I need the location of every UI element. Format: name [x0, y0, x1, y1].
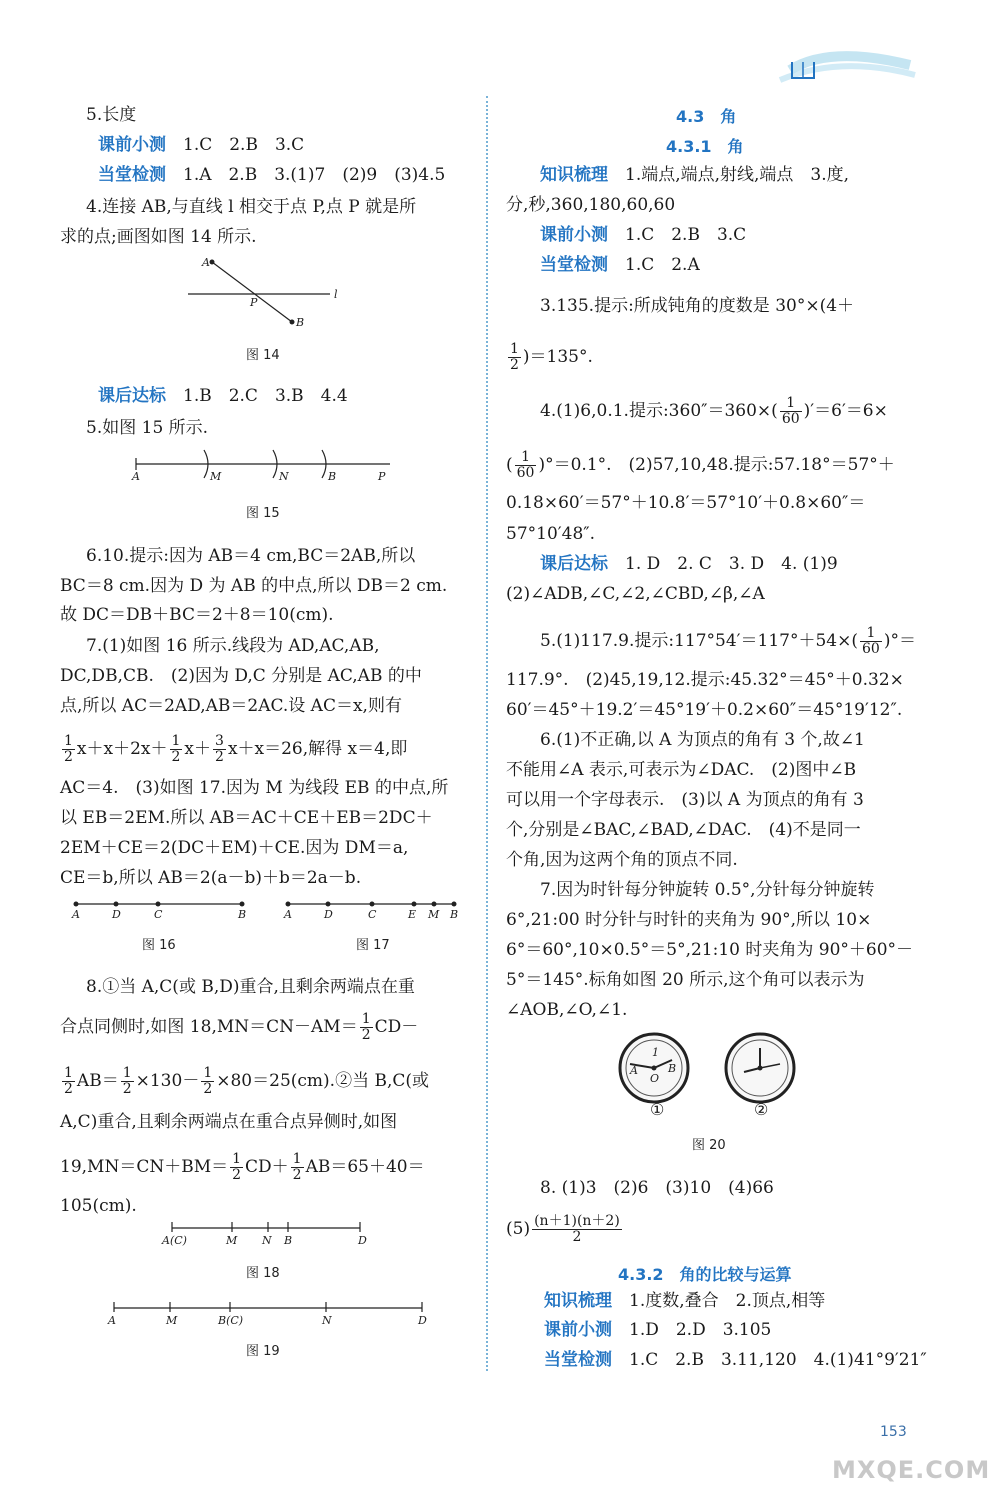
- fraction: $\frac{1}{2}$: [203, 1065, 213, 1097]
- text-line: 8. (1)3 (2)6 (3)10 (4)66: [540, 1178, 774, 1198]
- fig-label: N: [262, 1234, 272, 1247]
- fig-label: N: [279, 470, 289, 483]
- answer-row: [98, 135, 304, 155]
- text-line: A,C)重合,且剩余两端点在重合点异侧时,如图: [60, 1112, 398, 1132]
- fig-label: C: [154, 908, 163, 921]
- text-line: 105(cm).: [60, 1196, 137, 1216]
- text-line: 117.9°. (2)45,19,12.提示:45.32°＝45°＋0.32×: [506, 670, 904, 690]
- text-line: 57°10′48″.: [506, 524, 596, 544]
- text-line: 6.(1)不正确,以 A 为顶点的角有 3 个,故∠1: [540, 730, 865, 750]
- column-divider: [486, 96, 488, 1371]
- text-line: 3.135.提示:所成钝角的度数是 30°×(4＋: [540, 296, 855, 316]
- figure-caption: 图 19: [246, 1344, 280, 1359]
- clock-2-label: ②: [754, 1100, 769, 1119]
- answer-row: [98, 165, 445, 185]
- subsection-heading: 4.3.1 角: [666, 137, 744, 156]
- answer-row: [544, 1291, 825, 1311]
- fraction: $\frac{1}{60}$: [516, 449, 535, 481]
- fraction: $\frac{1}{60}$: [862, 625, 880, 657]
- section-label: 知识梳理: [540, 165, 608, 185]
- text-line: 个角,因为这两个角的顶点不同.: [506, 850, 738, 870]
- answer-row: [540, 225, 746, 245]
- fig-label: D: [324, 908, 333, 921]
- text-line: (2)∠ADB,∠C,∠2,∠CBD,∠β,∠A: [506, 584, 765, 604]
- header-decoration: [760, 40, 920, 90]
- fig-label: B: [296, 316, 305, 329]
- text-line: 求的点;画图如图 14 所示.: [60, 227, 257, 247]
- answer-text: 1.C 2.A: [625, 255, 700, 275]
- text-line: 2EM＋CE＝2(DC＋EM)＋CE.因为 DM＝a,: [60, 838, 409, 858]
- fig-label: B: [238, 908, 247, 921]
- text-line: 不能用∠A 表示,可表示为∠DAC. (2)图中∠B: [506, 760, 857, 780]
- equation-line: (5) $\frac{(n+1)(n+2)}{2}$: [506, 1213, 620, 1245]
- text-line: 以 EB＝2EM.所以 AB＝AC＋CE＋EB＝2DC＋: [60, 808, 433, 828]
- clock-1-label: ①: [650, 1100, 665, 1119]
- fig-label: B(C): [218, 1314, 244, 1327]
- figure-caption: 图 15: [246, 506, 280, 521]
- section-label: 当堂检测: [540, 255, 608, 275]
- figure-caption: 图 18: [246, 1266, 280, 1281]
- fraction: $\frac{1}{2}$: [122, 1065, 132, 1097]
- figure-15: [128, 448, 398, 488]
- section-label: 课前小测: [540, 225, 608, 245]
- answer-text: 1.C 2.B 3.C: [625, 225, 747, 245]
- equation-line: 5.(1)117.9.提示:117°54′＝117°＋54×( $\frac{1}{60}$ )°＝: [540, 625, 916, 657]
- section-label: 课后达标: [98, 386, 166, 406]
- equation-line: $\frac{1}{2}$ AB＝ $\frac{1}{2}$ ×130－ $\frac{1}{2}$ ×80＝25(cm).②当 B,C(或: [64, 1065, 430, 1097]
- fraction: $\frac{1}{2}$: [232, 1151, 242, 1183]
- equation-line: $\frac{1}{2}$ )＝135°.: [510, 341, 593, 373]
- section-label: 当堂检测: [98, 165, 166, 185]
- answer-text: 1.A 2.B 3.(1)7 (2)9 (3)4.5: [183, 165, 446, 185]
- figure-18: [160, 1220, 380, 1250]
- watermark: MXQE.COM: [832, 1456, 991, 1484]
- figure-16: [66, 896, 266, 922]
- text-line: 60′＝45°＋19.2′＝45°19′＋0.2×60″＝45°19′12″.: [506, 700, 903, 720]
- fig-label: C: [368, 908, 377, 921]
- equation-line: 4.(1)6,0.1.提示:360″＝360×( $\frac{1}{60}$ )′＝6′＝6×: [540, 395, 888, 427]
- fig-label: M: [226, 1234, 238, 1247]
- clock-2: [722, 1030, 802, 1110]
- figure-17: [280, 896, 470, 922]
- answer-text: 1. D 2. C 3. D 4. (1)9: [625, 554, 838, 574]
- text-line: 5.长度: [86, 105, 137, 125]
- text-line: 5°＝145°.标角如图 20 所示,这个角可以表示为: [506, 970, 865, 990]
- equation-line: 合点同侧时,如图 18,MN＝CN－AM＝ $\frac{1}{2}$ CD－: [60, 1011, 419, 1043]
- equation-line: 19,MN＝CN＋BM＝ $\frac{1}{2}$ CD＋ $\frac{1}{2}$ AB＝65＋40＝: [60, 1151, 425, 1183]
- answer-row: [540, 255, 700, 275]
- fig-label: A: [630, 1064, 638, 1077]
- text-line: 4.连接 AB,与直线 l 相交于点 P,点 P 就是所: [86, 197, 417, 217]
- fig-label: l: [334, 288, 338, 301]
- book-swoosh-icon: [760, 40, 920, 90]
- text-line: 8.①当 A,C(或 B,D)重合,且剩余两端点在重: [86, 977, 415, 997]
- text-line: 点,所以 AC＝2AD,AB＝2AC.设 AC＝x,则有: [60, 696, 402, 716]
- text-line: 故 DC＝DB＋BC＝2＋8＝10(cm).: [60, 605, 334, 625]
- text-line: AC＝4. (3)如图 17.因为 M 为线段 EB 的中点,所: [60, 778, 449, 798]
- answer-text: 1.D 2.D 3.105: [629, 1320, 772, 1340]
- figure-14: [180, 250, 350, 330]
- text-line: ∠AOB,∠O,∠1.: [506, 1000, 628, 1020]
- figure-caption: 图 20: [692, 1138, 726, 1153]
- fig-label: P: [378, 470, 386, 483]
- fig-label: P: [250, 296, 258, 309]
- fraction: $\frac{3}{2}$: [215, 733, 224, 765]
- fig-label: N: [322, 1314, 332, 1327]
- fig-label: A: [132, 470, 140, 483]
- fig-label: O: [650, 1072, 660, 1085]
- text-line: 0.18×60′＝57°＋10.8′＝57°10′＋0.8×60″＝: [506, 493, 866, 513]
- section-label: 当堂检测: [544, 1350, 612, 1370]
- text-line: 6.10.提示:因为 AB＝4 cm,BC＝2AB,所以: [86, 546, 416, 566]
- text-line: 6°,21:00 时分针与时针的夹角为 90°,所以 10×: [506, 910, 872, 930]
- fig-label: D: [418, 1314, 427, 1327]
- text-line: 6°＝60°,10×0.5°＝5°,21:10 时夹角为 90°＋60°－: [506, 940, 914, 960]
- figure-caption: 图 16: [142, 938, 176, 953]
- fig-label: A: [284, 908, 292, 921]
- answer-row: [540, 165, 849, 185]
- answer-text: 1.B 2.C 3.B 4.4: [183, 386, 348, 406]
- fraction: $\frac{1}{2}$: [64, 1065, 73, 1097]
- text-line: 7.(1)如图 16 所示.线段为 AD,AC,AB,: [86, 636, 380, 656]
- text-line: DC,DB,CB. (2)因为 D,C 分别是 AC,AB 的中: [60, 666, 422, 686]
- fraction: $\frac{(n+1)(n+2)}{2}$: [534, 1213, 620, 1245]
- answer-text: 1.C 2.B 3.11,120 4.(1)41°9′21″: [629, 1350, 927, 1370]
- section-label: 课后达标: [540, 554, 608, 574]
- fraction: $\frac{1}{2}$: [292, 1151, 302, 1183]
- fig-label: B: [450, 908, 459, 921]
- fig-label: M: [210, 470, 222, 483]
- fig-label: A(C): [162, 1234, 187, 1247]
- text-line: 个,分别是∠BAC,∠BAD,∠DAC. (4)不是同一: [506, 820, 861, 840]
- text-line: 7.因为时针每分钟旋转 0.5°,分针每分钟旋转: [540, 880, 875, 900]
- equation-line: $\frac{1}{2}$ x＋x＋2x＋ $\frac{1}{2}$ x＋ $\frac{3}{2}$ x＋x＝26,解得 x＝4,即: [64, 733, 408, 765]
- answer-row: [544, 1320, 771, 1340]
- fig-label: A: [72, 908, 80, 921]
- text-line: CE＝b,所以 AB＝2(a－b)＋b＝2a－b.: [60, 868, 362, 888]
- fraction: $\frac{1}{2}$: [64, 733, 73, 765]
- answer-text: 1.端点,端点,射线,端点 3.度,: [625, 165, 850, 185]
- section-label: 课前小测: [544, 1320, 612, 1340]
- text-line: 分,秒,360,180,60,60: [506, 195, 676, 215]
- page-number: 153: [880, 1424, 907, 1440]
- equation-line: ( $\frac{1}{60}$ )°＝0.1°. (2)57,10,48.提示:57.18°＝57°＋: [506, 449, 895, 481]
- subsection-heading: 4.3.2 角的比较与运算: [618, 1265, 792, 1284]
- figure-caption: 图 14: [246, 348, 280, 363]
- answer-text: 1.度数,叠合 2.顶点,相等: [629, 1291, 826, 1311]
- text-line: 可以用一个字母表示. (3)以 A 为顶点的角有 3: [506, 790, 864, 810]
- section-label: 知识梳理: [544, 1291, 612, 1311]
- fig-label: B: [284, 1234, 293, 1247]
- answer-row: [98, 386, 348, 406]
- answer-row: [544, 1350, 927, 1370]
- fig-label: 1: [652, 1046, 659, 1059]
- fig-label: D: [358, 1234, 367, 1247]
- answer-text: 1.C 2.B 3.C: [183, 135, 305, 155]
- fig-label: M: [428, 908, 440, 921]
- fig-label: M: [166, 1314, 178, 1327]
- figure-caption: 图 17: [356, 938, 390, 953]
- fraction: $\frac{1}{2}$: [171, 733, 181, 765]
- fig-label: A: [108, 1314, 116, 1327]
- fraction: $\frac{1}{60}$: [781, 395, 800, 427]
- section-label: 课前小测: [98, 135, 166, 155]
- clock-1: [616, 1030, 696, 1110]
- section-heading: 4.3 角: [676, 107, 737, 126]
- text-line: 5.如图 15 所示.: [86, 418, 209, 438]
- fig-label: A: [202, 256, 210, 269]
- figure-19: [104, 1300, 434, 1330]
- text-line: BC＝8 cm.因为 D 为 AB 的中点,所以 DB＝2 cm.: [60, 576, 448, 596]
- fig-label: B: [668, 1062, 677, 1075]
- answer-row: [540, 554, 838, 574]
- fraction: $\frac{1}{2}$: [510, 341, 519, 373]
- fig-label: B: [328, 470, 337, 483]
- fraction: $\frac{1}{2}$: [361, 1011, 371, 1043]
- fig-label: E: [408, 908, 417, 921]
- fig-label: D: [112, 908, 121, 921]
